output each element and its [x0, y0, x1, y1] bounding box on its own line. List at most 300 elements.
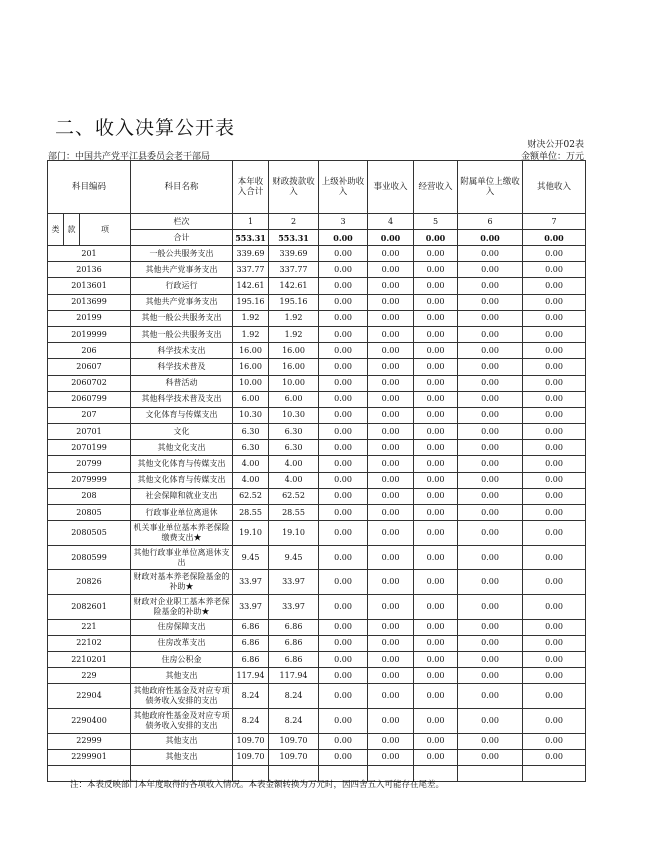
row-value: 337.77	[233, 262, 269, 278]
row-code: 2082601	[48, 594, 131, 619]
row-value: 19.10	[233, 521, 269, 546]
row-value: 0.00	[319, 310, 368, 326]
row-value: 0.00	[368, 521, 414, 546]
row-value: 0.00	[368, 343, 414, 359]
row-value: 0.00	[414, 424, 458, 440]
row-value: 0.00	[368, 294, 414, 310]
row-value: 0.00	[319, 521, 368, 546]
row-code: 2060702	[48, 375, 131, 391]
row-value: 0.00	[319, 440, 368, 456]
header-lanci: 栏次	[131, 214, 233, 230]
row-name: 其他支出	[131, 668, 233, 684]
row-name: 一般公共服务支出	[131, 246, 233, 262]
row-value: 0.00	[368, 570, 414, 595]
footnote: 注：本表反映部门本年度取得的各项收入情况。本表金额转换为万元时，因四舍五入可能存在尾差。	[70, 780, 445, 790]
table-row	[48, 488, 586, 504]
row-code: 2210201	[48, 651, 131, 667]
row-value: 0.00	[368, 246, 414, 262]
row-value: 9.45	[233, 545, 269, 570]
table-row	[48, 733, 586, 749]
row-value: 0.00	[458, 570, 523, 595]
row-code: 20607	[48, 359, 131, 375]
table-row	[48, 651, 586, 667]
row-value: 0.00	[523, 456, 586, 472]
row-value: 0.00	[523, 505, 586, 521]
header-other: 其他收入	[523, 161, 586, 214]
row-value: 4.00	[269, 472, 319, 488]
row-value: 0.00	[319, 343, 368, 359]
row-value: 0.00	[523, 635, 586, 651]
row-value: 0.00	[414, 262, 458, 278]
row-value: 0.00	[414, 708, 458, 733]
row-value: 10.00	[269, 375, 319, 391]
row-value: 0.00	[368, 472, 414, 488]
table-row	[48, 391, 586, 407]
row-value: 6.30	[269, 424, 319, 440]
total-value: 0.00	[458, 230, 523, 246]
row-value: 0.00	[319, 635, 368, 651]
row-value: 195.16	[233, 294, 269, 310]
row-value: 0.00	[319, 749, 368, 765]
row-value: 6.30	[269, 440, 319, 456]
row-value: 142.61	[269, 278, 319, 294]
row-value: 6.86	[233, 635, 269, 651]
row-value: 0.00	[368, 407, 414, 423]
row-value: 0.00	[458, 440, 523, 456]
row-name: 其他文化体育与传媒支出	[131, 456, 233, 472]
row-value: 33.97	[269, 594, 319, 619]
row-code: 201	[48, 246, 131, 262]
col-num: 1	[233, 214, 269, 230]
row-value: 10.00	[233, 375, 269, 391]
row-value: 0.00	[319, 326, 368, 342]
table-row	[48, 635, 586, 651]
row-value: 0.00	[458, 310, 523, 326]
row-value: 1.92	[269, 310, 319, 326]
row-code: 206	[48, 343, 131, 359]
header-code: 科目编码	[48, 161, 131, 214]
row-value: 0.00	[523, 472, 586, 488]
row-value: 62.52	[269, 488, 319, 504]
row-value: 142.61	[233, 278, 269, 294]
department-label: 部门：中国共产党平江县委员会老干部局	[48, 152, 211, 162]
row-value: 0.00	[458, 619, 523, 635]
row-code: 20805	[48, 505, 131, 521]
row-name: 其他共产党事务支出	[131, 294, 233, 310]
row-value: 0.00	[414, 343, 458, 359]
row-value: 0.00	[319, 375, 368, 391]
row-name: 财政对企业职工基本养老保险基金的补助★	[131, 594, 233, 619]
table-row	[48, 246, 586, 262]
row-value: 0.00	[414, 246, 458, 262]
row-value: 0.00	[458, 505, 523, 521]
row-value: 0.00	[319, 570, 368, 595]
row-value: 0.00	[368, 651, 414, 667]
row-value: 0.00	[319, 278, 368, 294]
table-row	[48, 505, 586, 521]
row-value: 4.00	[233, 472, 269, 488]
row-value: 0.00	[523, 375, 586, 391]
row-code: 22102	[48, 635, 131, 651]
row-name: 财政对基本养老保险基金的补助★	[131, 570, 233, 595]
row-value: 109.70	[233, 749, 269, 765]
row-value: 0.00	[319, 246, 368, 262]
row-value: 0.00	[414, 749, 458, 765]
col-num: 4	[368, 214, 414, 230]
row-value: 16.00	[269, 343, 319, 359]
row-value: 0.00	[458, 733, 523, 749]
table-row	[48, 326, 586, 342]
row-code: 2299901	[48, 749, 131, 765]
row-value: 0.00	[414, 407, 458, 423]
row-code: 221	[48, 619, 131, 635]
row-value: 0.00	[458, 545, 523, 570]
row-value: 0.00	[368, 708, 414, 733]
row-code: 22904	[48, 684, 131, 709]
amount-unit: 金额单位：万元	[520, 152, 584, 162]
row-value: 0.00	[523, 521, 586, 546]
row-value: 0.00	[458, 375, 523, 391]
row-value: 28.55	[269, 505, 319, 521]
row-value: 16.00	[233, 343, 269, 359]
header-business: 事业收入	[368, 161, 414, 214]
total-value: 0.00	[319, 230, 368, 246]
table-row	[48, 310, 586, 326]
col-num: 7	[523, 214, 586, 230]
row-code: 20136	[48, 262, 131, 278]
row-value: 0.00	[458, 749, 523, 765]
table-row	[48, 684, 586, 709]
row-value: 16.00	[269, 359, 319, 375]
table-row	[48, 472, 586, 488]
row-value: 0.00	[458, 359, 523, 375]
table-row	[48, 343, 586, 359]
total-value: 553.31	[233, 230, 269, 246]
total-label: 合计	[131, 230, 233, 246]
row-value: 0.00	[368, 733, 414, 749]
row-value: 0.00	[319, 708, 368, 733]
row-value: 0.00	[458, 594, 523, 619]
row-value: 0.00	[319, 619, 368, 635]
table-row	[48, 545, 586, 570]
row-value: 109.70	[269, 733, 319, 749]
row-value: 0.00	[523, 619, 586, 635]
row-value: 0.00	[368, 310, 414, 326]
row-value: 0.00	[458, 343, 523, 359]
row-value: 8.24	[269, 708, 319, 733]
row-value: 6.30	[233, 440, 269, 456]
row-code: 2080599	[48, 545, 131, 570]
row-value: 0.00	[319, 359, 368, 375]
row-value: 0.00	[414, 375, 458, 391]
row-value: 6.86	[269, 619, 319, 635]
table-row	[48, 619, 586, 635]
row-name: 其他政府性基金及对应专项债务收入安排的支出	[131, 684, 233, 709]
row-name: 科学技术普及	[131, 359, 233, 375]
table-row	[48, 278, 586, 294]
row-value: 0.00	[458, 668, 523, 684]
row-code: 208	[48, 488, 131, 504]
row-value: 33.97	[233, 594, 269, 619]
row-value: 0.00	[458, 294, 523, 310]
table-row	[48, 294, 586, 310]
row-name: 科普活动	[131, 375, 233, 391]
row-value: 0.00	[523, 570, 586, 595]
row-name: 行政事业单位离退休	[131, 505, 233, 521]
table-row	[48, 521, 586, 546]
row-value: 0.00	[458, 635, 523, 651]
row-value: 0.00	[458, 684, 523, 709]
row-code: 2013601	[48, 278, 131, 294]
row-value: 10.30	[233, 407, 269, 423]
row-value: 0.00	[523, 668, 586, 684]
row-value: 0.00	[523, 684, 586, 709]
row-value: 62.52	[233, 488, 269, 504]
row-value: 0.00	[368, 359, 414, 375]
row-value: 0.00	[523, 262, 586, 278]
row-value: 0.00	[523, 651, 586, 667]
row-value: 0.00	[414, 326, 458, 342]
row-value: 0.00	[414, 278, 458, 294]
row-value: 0.00	[368, 505, 414, 521]
row-value: 0.00	[319, 684, 368, 709]
header-lei: 类	[48, 214, 64, 246]
row-value: 0.00	[523, 733, 586, 749]
row-value: 0.00	[319, 294, 368, 310]
row-value: 33.97	[233, 570, 269, 595]
row-value: 0.00	[368, 262, 414, 278]
row-value: 0.00	[523, 749, 586, 765]
row-value: 0.00	[319, 733, 368, 749]
row-value: 0.00	[523, 708, 586, 733]
row-value: 0.00	[523, 391, 586, 407]
row-value: 0.00	[319, 424, 368, 440]
row-value: 0.00	[368, 619, 414, 635]
row-value: 0.00	[368, 488, 414, 504]
table-row	[48, 424, 586, 440]
table-row	[48, 375, 586, 391]
row-value: 4.00	[233, 456, 269, 472]
row-code: 2079999	[48, 472, 131, 488]
row-value: 6.00	[233, 391, 269, 407]
header-kuan: 款	[64, 214, 80, 246]
row-name: 住房改革支出	[131, 635, 233, 651]
row-code: 22999	[48, 733, 131, 749]
row-value: 0.00	[458, 651, 523, 667]
row-value: 0.00	[523, 594, 586, 619]
row-value: 0.00	[523, 359, 586, 375]
row-name: 行政运行	[131, 278, 233, 294]
row-value: 0.00	[523, 310, 586, 326]
row-value: 0.00	[458, 472, 523, 488]
header-operating: 经营收入	[414, 161, 458, 214]
row-value: 0.00	[414, 456, 458, 472]
row-value: 0.00	[523, 246, 586, 262]
row-value: 0.00	[458, 488, 523, 504]
row-value: 0.00	[414, 359, 458, 375]
row-name: 其他行政事业单位离退休支出	[131, 545, 233, 570]
row-value: 0.00	[414, 505, 458, 521]
row-value: 0.00	[414, 294, 458, 310]
row-value: 0.00	[458, 262, 523, 278]
header-total: 本年收入合计	[233, 161, 269, 214]
row-value: 117.94	[233, 668, 269, 684]
row-value: 0.00	[523, 343, 586, 359]
row-value: 0.00	[368, 456, 414, 472]
row-value: 0.00	[523, 326, 586, 342]
row-value: 8.24	[233, 684, 269, 709]
header-xiang: 项	[80, 214, 131, 246]
row-value: 0.00	[414, 488, 458, 504]
row-value: 0.00	[368, 594, 414, 619]
row-value: 0.00	[319, 391, 368, 407]
row-name: 住房公积金	[131, 651, 233, 667]
row-name: 机关事业单位基本养老保险缴费支出★	[131, 521, 233, 546]
row-value: 0.00	[458, 456, 523, 472]
row-value: 0.00	[414, 668, 458, 684]
header-subsidy: 上级补助收入	[319, 161, 368, 214]
row-value: 10.30	[269, 407, 319, 423]
row-value: 0.00	[368, 668, 414, 684]
row-value: 0.00	[414, 570, 458, 595]
header-name: 科目名称	[131, 161, 233, 214]
table-row	[48, 456, 586, 472]
row-value: 117.94	[269, 668, 319, 684]
row-value: 0.00	[458, 708, 523, 733]
row-value: 33.97	[269, 570, 319, 595]
table-row	[48, 262, 586, 278]
row-value: 0.00	[319, 456, 368, 472]
row-name: 其他共产党事务支出	[131, 262, 233, 278]
row-value: 0.00	[523, 545, 586, 570]
row-value: 0.00	[414, 310, 458, 326]
row-value: 0.00	[368, 391, 414, 407]
row-value: 339.69	[269, 246, 319, 262]
row-value: 0.00	[319, 407, 368, 423]
table-row	[48, 570, 586, 595]
row-value: 1.92	[233, 310, 269, 326]
row-value: 0.00	[414, 391, 458, 407]
row-value: 0.00	[368, 749, 414, 765]
row-value: 0.00	[414, 545, 458, 570]
row-name: 其他一般公共服务支出	[131, 326, 233, 342]
row-value: 8.24	[233, 708, 269, 733]
row-value: 28.55	[233, 505, 269, 521]
row-name: 其他文化体育与传媒支出	[131, 472, 233, 488]
row-code: 207	[48, 407, 131, 423]
row-value: 0.00	[458, 407, 523, 423]
row-value: 1.92	[269, 326, 319, 342]
row-code: 2060799	[48, 391, 131, 407]
income-table	[47, 160, 586, 782]
row-value: 0.00	[319, 545, 368, 570]
row-name: 其他政府性基金及对应专项债务收入安排的支出	[131, 708, 233, 733]
row-value: 0.00	[458, 246, 523, 262]
row-value: 0.00	[368, 440, 414, 456]
row-value: 0.00	[319, 488, 368, 504]
row-code: 2070199	[48, 440, 131, 456]
row-name: 其他文化支出	[131, 440, 233, 456]
table-row	[48, 708, 586, 733]
row-code: 229	[48, 668, 131, 684]
table-row	[48, 359, 586, 375]
table-row	[48, 668, 586, 684]
row-value: 9.45	[269, 545, 319, 570]
total-value: 553.31	[269, 230, 319, 246]
row-name: 其他支出	[131, 749, 233, 765]
row-value: 0.00	[368, 635, 414, 651]
row-value: 0.00	[319, 668, 368, 684]
row-code: 20199	[48, 310, 131, 326]
row-value: 0.00	[319, 594, 368, 619]
empty-cell	[523, 765, 586, 781]
total-value: 0.00	[414, 230, 458, 246]
row-value: 0.00	[414, 733, 458, 749]
row-value: 0.00	[523, 424, 586, 440]
row-name: 社会保障和就业支出	[131, 488, 233, 504]
row-value: 337.77	[269, 262, 319, 278]
row-code: 20826	[48, 570, 131, 595]
row-value: 16.00	[233, 359, 269, 375]
row-name: 其他支出	[131, 733, 233, 749]
row-name: 住房保障支出	[131, 619, 233, 635]
row-value: 0.00	[414, 472, 458, 488]
row-name: 文化体育与传媒支出	[131, 407, 233, 423]
row-value: 0.00	[414, 635, 458, 651]
row-value: 109.70	[233, 733, 269, 749]
row-value: 0.00	[368, 684, 414, 709]
row-value: 0.00	[523, 294, 586, 310]
row-value: 0.00	[458, 424, 523, 440]
row-value: 6.86	[233, 619, 269, 635]
col-num: 6	[458, 214, 523, 230]
row-value: 4.00	[269, 456, 319, 472]
row-name: 其他科学技术普及支出	[131, 391, 233, 407]
total-value: 0.00	[368, 230, 414, 246]
row-value: 195.16	[269, 294, 319, 310]
total-value: 0.00	[523, 230, 586, 246]
row-value: 6.00	[269, 391, 319, 407]
row-code: 2019999	[48, 326, 131, 342]
row-value: 0.00	[523, 278, 586, 294]
row-name: 科学技术支出	[131, 343, 233, 359]
row-value: 0.00	[319, 472, 368, 488]
row-value: 0.00	[523, 407, 586, 423]
row-value: 19.10	[269, 521, 319, 546]
header-affiliated: 附属单位上缴收入	[458, 161, 523, 214]
row-value: 0.00	[368, 375, 414, 391]
table-row	[48, 440, 586, 456]
row-value: 1.92	[233, 326, 269, 342]
header-fiscal: 财政拨款收入	[269, 161, 319, 214]
row-value: 0.00	[319, 262, 368, 278]
row-value: 0.00	[414, 619, 458, 635]
row-value: 339.69	[233, 246, 269, 262]
page-title: 二、收入决算公开表	[55, 117, 236, 139]
row-value: 6.86	[269, 651, 319, 667]
empty-cell	[458, 765, 523, 781]
row-value: 0.00	[523, 488, 586, 504]
row-value: 0.00	[368, 545, 414, 570]
col-num: 3	[319, 214, 368, 230]
row-value: 6.86	[233, 651, 269, 667]
row-value: 0.00	[458, 391, 523, 407]
row-value: 0.00	[458, 278, 523, 294]
row-value: 0.00	[368, 326, 414, 342]
table-row	[48, 407, 586, 423]
row-value: 0.00	[458, 326, 523, 342]
row-code: 20799	[48, 456, 131, 472]
